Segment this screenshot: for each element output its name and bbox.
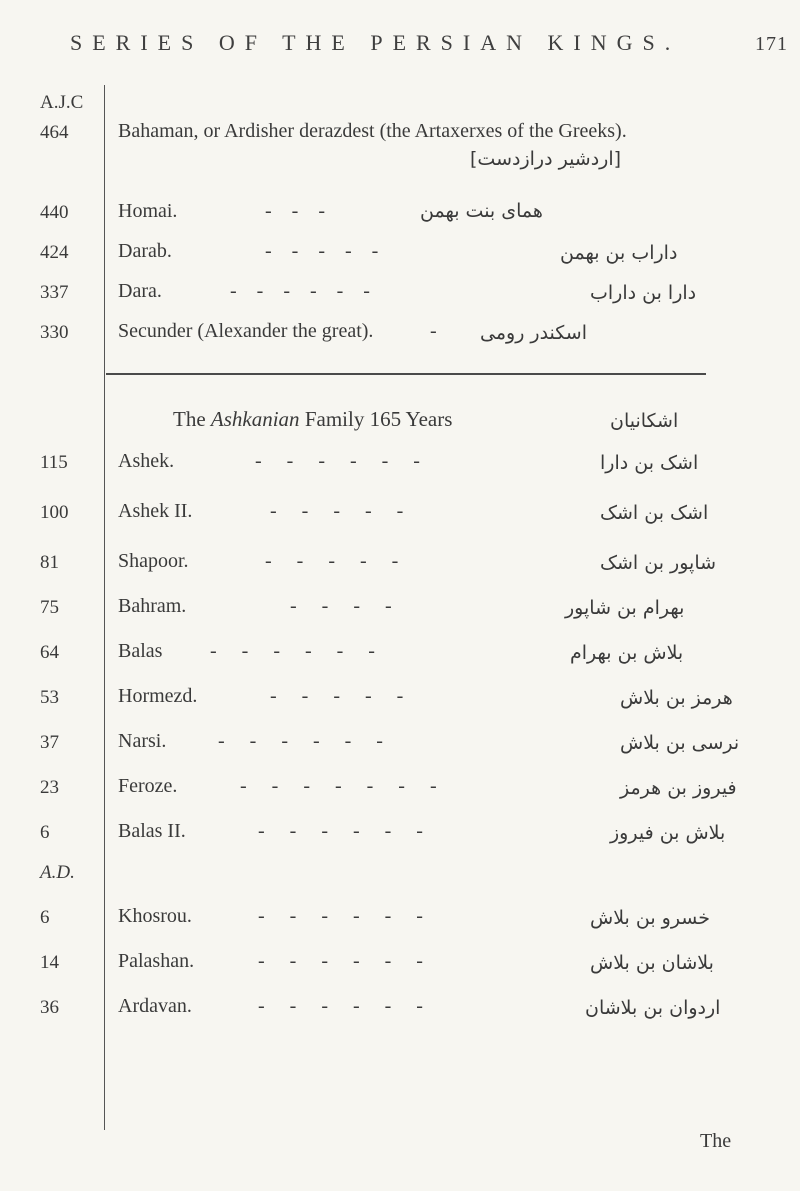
year-bahram: 75 xyxy=(40,597,59,618)
heading-post: Family 165 Years xyxy=(304,407,453,431)
year-ardavan: 36 xyxy=(40,997,59,1018)
persian-ashek: اشک بن دارا xyxy=(600,452,699,474)
section-heading xyxy=(173,407,452,432)
heading-pre: The xyxy=(173,407,206,431)
persian-balas-ii: بلاش بن فیروز xyxy=(610,822,726,844)
year-ashek: 115 xyxy=(40,452,68,473)
leader-dash: - - - xyxy=(265,200,325,222)
year-hormezd: 53 xyxy=(40,687,59,708)
column-heading: A.J.C xyxy=(40,92,84,113)
column-divider xyxy=(104,85,105,1130)
persian-khosrou: خسرو بن بلاش xyxy=(590,907,711,929)
leader-dash: - - - - - - xyxy=(258,950,423,972)
year-balas: 64 xyxy=(40,642,59,663)
persian-ardavan: اردوان بن بلاشان xyxy=(585,997,721,1019)
leader-dash: - - - - - - xyxy=(255,450,420,472)
intro-text: Bahaman, or Ardisher derazdest (the Artaxerxes of the Greeks). xyxy=(118,120,627,142)
name-dara: Dara. xyxy=(118,280,162,302)
running-head-title: SERIES OF THE PERSIAN KINGS. xyxy=(70,30,681,55)
persian-homai: همای بنت بهمن xyxy=(420,200,543,222)
leader-dash: - - - - - - xyxy=(218,730,383,752)
catchword: The xyxy=(700,1130,732,1152)
name-darab: Darab. xyxy=(118,240,172,262)
year-darab: 424 xyxy=(40,242,69,263)
heading-persian: اشکانیان xyxy=(610,410,679,432)
name-balas-ii: Balas II. xyxy=(118,820,186,842)
year-secunder: 330 xyxy=(40,322,69,343)
year-homai: 440 xyxy=(40,202,69,223)
leader-dash: - - - - xyxy=(290,595,392,617)
leader-dash: - - - - - xyxy=(265,240,379,262)
intro-year: 464 xyxy=(40,122,69,143)
year-narsi: 37 xyxy=(40,732,59,753)
name-ashek-ii: Ashek II. xyxy=(118,500,193,522)
name-hormezd: Hormezd. xyxy=(118,685,198,707)
year-palashan: 14 xyxy=(40,952,59,973)
persian-palashan: بلاشان بن بلاش xyxy=(590,952,714,974)
era-label: A.D. xyxy=(40,862,75,883)
name-khosrou: Khosrou. xyxy=(118,905,192,927)
name-secunder: Secunder (Alexander the great). xyxy=(118,320,374,342)
year-balas-ii: 6 xyxy=(40,822,50,843)
leader-dash: - - - - - - xyxy=(230,280,370,302)
persian-shapoor: شاپور بن اشک xyxy=(600,552,717,574)
persian-hormezd: هرمز بن بلاش xyxy=(620,687,733,709)
name-shapoor: Shapoor. xyxy=(118,550,189,572)
leader-dash: - - - - - - xyxy=(258,820,423,842)
leader-dash: - - - - - - xyxy=(210,640,375,662)
section-rule xyxy=(106,373,706,375)
name-narsi: Narsi. xyxy=(118,730,167,752)
leader-dash: - - - - - - xyxy=(258,995,423,1017)
name-ashek: Ashek. xyxy=(118,450,175,472)
year-khosrou: 6 xyxy=(40,907,50,928)
year-shapoor: 81 xyxy=(40,552,59,573)
persian-feroze: فیروز بن هرمز xyxy=(620,777,737,799)
persian-dara: دارا بن داراب xyxy=(590,282,697,304)
name-homai: Homai. xyxy=(118,200,178,222)
running-head xyxy=(70,30,788,56)
leader-dash: - - - - - xyxy=(270,685,404,707)
name-palashan: Palashan. xyxy=(118,950,195,972)
heading-italic: Ashkanian xyxy=(210,407,300,431)
leader-dash: - - - - - - - xyxy=(240,775,437,797)
year-ashek-ii: 100 xyxy=(40,502,69,523)
name-balas: Balas xyxy=(118,640,163,662)
persian-darab: داراب بن بهمن xyxy=(560,242,678,264)
year-dara: 337 xyxy=(40,282,69,303)
name-ardavan: Ardavan. xyxy=(118,995,192,1017)
persian-ashek-ii: اشک بن اشک xyxy=(600,502,709,524)
leader-dash: - - - - - xyxy=(270,500,404,522)
intro-persian: [اردشیر درازدست] xyxy=(470,148,622,170)
leader-dash: - - - - - - xyxy=(258,905,423,927)
persian-bahram: بهرام بن شاپور xyxy=(565,597,685,619)
year-feroze: 23 xyxy=(40,777,59,798)
name-feroze: Feroze. xyxy=(118,775,178,797)
persian-secunder: اسکندر رومی xyxy=(480,322,587,344)
persian-narsi: نرسی بن بلاش xyxy=(620,732,740,754)
page-number: 171 xyxy=(755,33,788,55)
leader-dash: - - - - - xyxy=(265,550,399,572)
persian-balas: بلاش بن بهرام xyxy=(570,642,684,664)
leader-dash: - xyxy=(430,320,437,342)
name-bahram: Bahram. xyxy=(118,595,187,617)
